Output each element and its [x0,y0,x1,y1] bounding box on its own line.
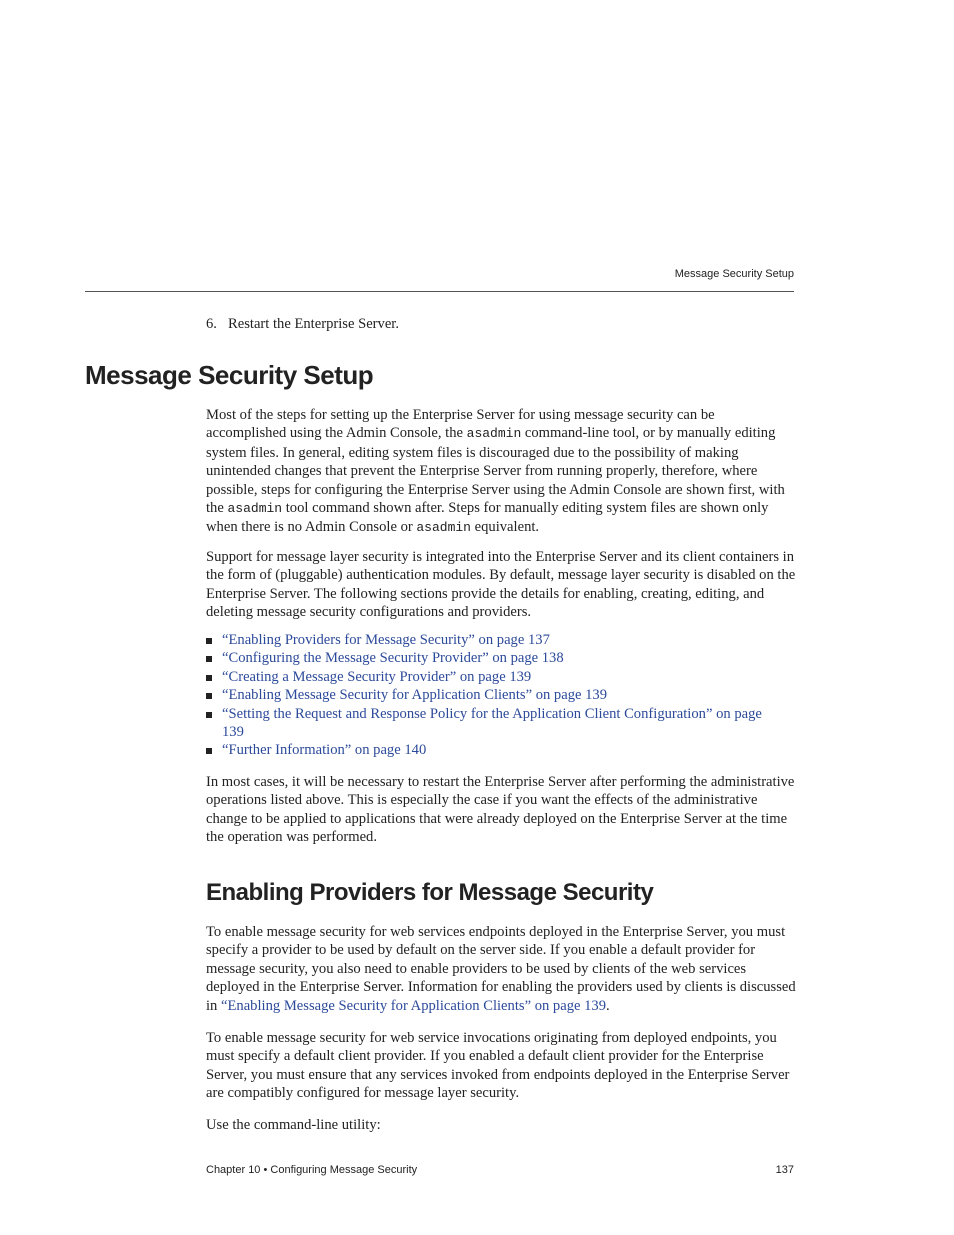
step-text: Restart the Enterprise Server. [228,316,400,332]
intro-paragraph-2 [206,548,796,622]
subsection-paragraph-1 [206,923,796,1015]
step-6 [206,315,399,333]
section-link-list [206,631,796,760]
page-number: 137 [775,1164,794,1176]
list-item [206,668,796,686]
bullet-icon [206,638,212,644]
bullet-icon [206,675,212,681]
subsection-paragraph-3 [206,1116,796,1134]
intro-p1-text-a: Most of the steps for setting up the Enterprise Server for using message security can be accomplished using the Admin Console, the [206,407,715,442]
intro-p1-text-c: tool command shown after. Steps for manually editing system files are shown only when there is no Admin Console or [206,500,769,536]
intro-p1-text-b: command-line tool, or by manually editing system files. In general, editing system files is discouraged due to the possibility of making unintended changes that prevent the Enterprise Server from running properly, therefore, where possible, steps for configuring the Enterprise Server using the Admin Console are shown first, with the [206,425,785,517]
subsection-paragraph-2 [206,1029,796,1103]
link-enabling-app-clients[interactable]: “Enabling Message Security for Application Clients” on page 139 [222,687,608,704]
intro-p2-text: Support for message layer security is integrated into the Enterprise Server and its client containers in the form of (pluggable) authentication modules. By default, message layer security is disabled on the Enterprise Server. The following sections provide the details for enabling, creating, editing, and deleting message security configurations and providers. [206,549,796,621]
bullet-icon [206,712,212,718]
link-configuring-provider[interactable]: “Configuring the Message Security Provider” on page 138 [222,650,564,667]
intro-p1-text-d: equivalent. [470,519,540,536]
step-number: 6. [206,316,217,332]
code-asadmin-2: asadmin [227,501,283,517]
header-rule [85,291,794,292]
footer-chapter: Chapter 10 • Configuring Message Security [206,1164,418,1176]
sub-p3-text: Use the command-line utility: [206,1117,381,1133]
list-item [206,649,796,667]
link-creating-provider[interactable]: “Creating a Message Security Provider” on page 139 [222,668,532,685]
code-asadmin-3: asadmin [416,520,471,536]
sub-p1-end: . [606,997,610,1014]
link-request-response-policy[interactable]: “Setting the Request and Response Policy for the Application Client Configuration” on page 139 [222,705,762,741]
running-header: Message Security Setup [674,268,794,280]
list-item [206,686,796,704]
link-enabling-providers[interactable]: “Enabling Providers for Message Security” on page 137 [222,632,550,648]
link-further-information[interactable]: “Further Information” on page 140 [222,742,427,759]
list-item [206,705,796,742]
list-item [206,741,796,759]
link-enabling-app-clients-inline[interactable]: “Enabling Message Security for Application Clients” on page 139 [221,997,607,1014]
bullet-icon [206,656,212,662]
bullet-icon [206,748,212,754]
subsection-title: Enabling Providers for Message Security [206,879,654,906]
code-asadmin-1: asadmin [466,426,522,442]
sub-p1-text: To enable message security for web services endpoints deployed in the Enterprise Server, you must specify a provider to be used by default on the server side. If you enable a default provider for message security, you also need to enable providers to be used by clients of the web services deployed in the Enterprise Server. Information for enabling the providers used by clients is discussed in [206,924,796,1014]
closing-text: In most cases, it will be necessary to restart the Enterprise Server after performing the administrative operations listed above. This is especially the case if you want the effects of the administrative change to be applied to applications that were already deployed on the Enterprise Server at the time the operation was performed. [206,774,795,846]
section-title: Message Security Setup [85,360,374,390]
sub-p2-text: To enable message security for web service invocations originating from deployed endpoints, you must specify a default client provider. If you enabled a default client provider for the Enterprise Server, you must ensure that any services invoked from endpoints deployed in the Enterprise Server are compatibly configured for message layer security. [206,1030,790,1102]
bullet-icon [206,693,212,699]
closing-paragraph [206,773,796,847]
page-footer [206,1164,794,1176]
intro-paragraph-1 [206,406,796,538]
list-item [206,631,796,649]
